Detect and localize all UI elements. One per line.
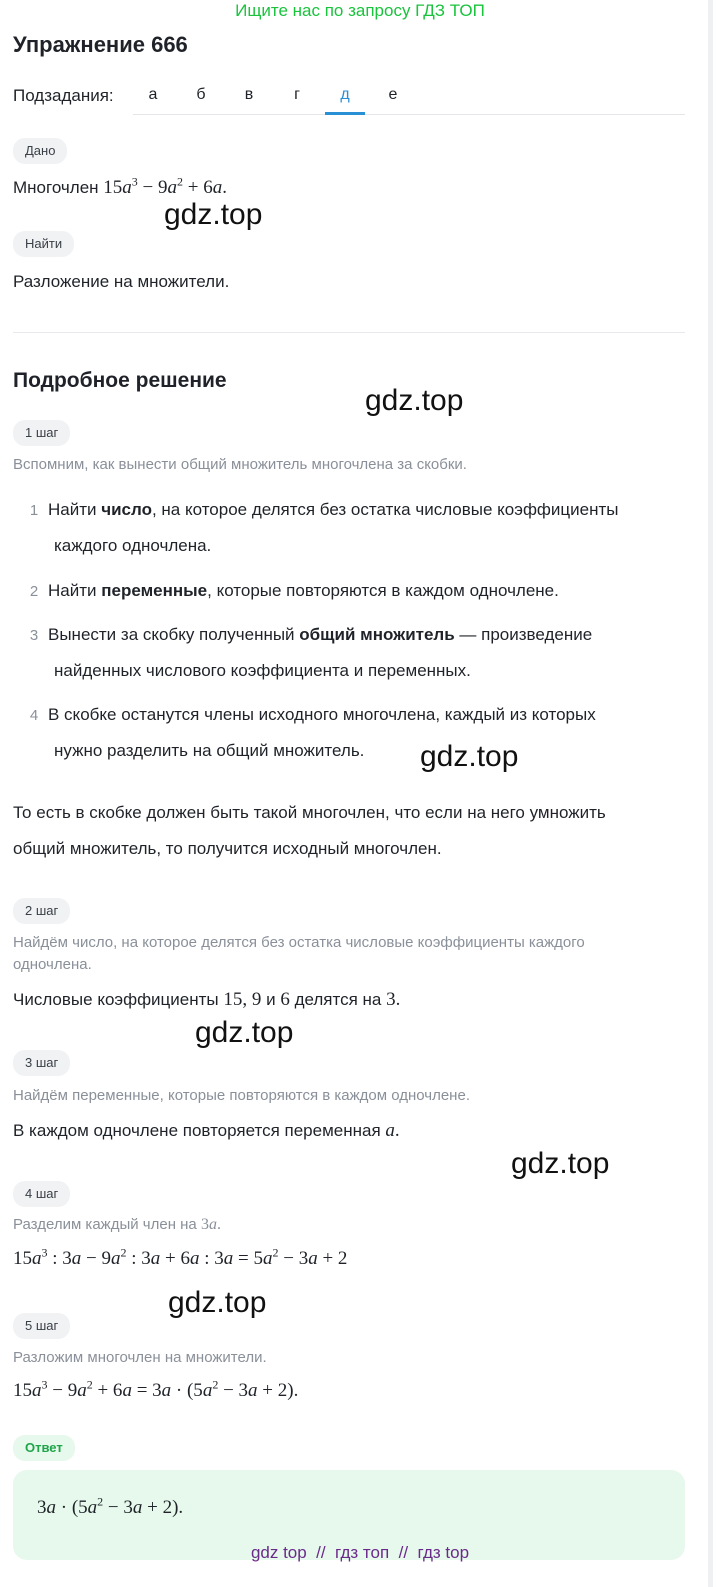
step-1-badge: 1 шаг [13,420,70,446]
divider [13,332,685,333]
item-text: Найти [48,500,102,519]
given-badge: Дано [13,138,67,164]
item-text: нужно разделить на общий множитель. [54,741,365,760]
step-2-hint-line1: Найдём число, на которое делятся без остатка числовые коэффициенты каждого [13,934,585,951]
step-5-badge: 5 шаг [13,1313,70,1339]
solution-title: Подробное решение [13,369,227,392]
step-2-text-pre: Числовые коэффициенты [13,990,219,1009]
item-text: — произведение [454,625,593,644]
divisor-3a: 3a. [200,1216,221,1233]
find-badge: Найти [13,231,74,257]
list-number: 4 [29,707,39,724]
coefficient-6: 6 [280,989,290,1010]
step-5-hint: Разложим многочлен на множители. [13,1349,267,1366]
answer-expression: $3a \cdot (5a^2 - 3a + 2)$. [37,1494,184,1518]
item-text: В скобке останутся члены исходного многочлена, каждый из которых [48,705,596,724]
tab-v[interactable]: в [244,86,254,103]
variable-a: a. [385,1120,400,1141]
item-text: каждого одночлена. [54,536,212,555]
step-4-equation: $15a^3$ : $3a - 9a^2$ : 3a + 6a : $3a = 5a^2 - 3a + 2$ [13,1245,348,1269]
step-4-hint-text: Разделим каждый член на [13,1216,197,1233]
item-text: найденных числового коэффициента и переменных. [54,661,471,680]
watermark: gdz.top [365,384,464,417]
step-2-text [13,982,400,1018]
tab-b[interactable]: б [196,86,206,103]
step-3-hint: Найдём переменные, которые повторяются в каждом одночлене. [13,1087,470,1104]
watermark: gdz.top [195,1016,294,1049]
tab-e[interactable]: е [388,86,398,103]
item-bold: общий множитель [299,625,455,644]
tab-a[interactable]: а [148,86,158,103]
promo-banner: Ищите нас по запросу ГДЗ ТОП [235,1,485,20]
answer-badge: Ответ [13,1435,75,1461]
given-prefix: Многочлен [13,178,99,197]
footer-links[interactable]: gdz top // гдз топ // гдз top [250,1543,470,1562]
coefficients: 15, 9 [223,989,262,1010]
item-text: , на которое делятся без остатка числовые коэффициенты [151,500,619,519]
step-1-summary-line1: То есть в скобке должен быть такой многочлен, что если на него умножить [13,803,606,822]
step-2-text-mid: и [266,990,276,1009]
step-1-hint: Вспомним, как вынести общий множитель многочлена за скобки. [13,456,467,473]
divisor-3: 3. [386,989,401,1010]
step-2-hint-line2: одночлена. [13,956,92,973]
step-3-text-body: В каждом одночлене повторяется переменная [13,1121,381,1140]
watermark: gdz.top [511,1147,610,1180]
step-3-badge: 3 шаг [13,1050,70,1076]
page-title: Упражнение 666 [13,32,188,57]
tab-g[interactable]: г [294,86,300,103]
item-text: Вынести за скобку полученный [48,625,300,644]
step-4-hint [13,1214,221,1236]
scrollbar[interactable] [708,0,713,1587]
subtasks-label: Подзадания: [13,86,114,105]
given-polynomial: $15a^3 - 9a^2 + 6a$. [103,174,227,198]
list-number: 1 [29,502,39,519]
watermark: gdz.top [164,198,263,231]
item-bold: переменные [101,581,208,600]
item-bold: число [101,500,152,519]
step-1-summary-line2: общий множитель, то получится исходный многочлен. [13,839,442,858]
watermark: gdz.top [420,740,519,773]
find-text: Разложение на множители. [13,272,230,291]
item-text: , которые повторяются в каждом одночлене. [207,581,559,600]
subtask-tabs [133,78,685,115]
step-2-text-post: делятся на [294,990,382,1009]
list-number: 3 [29,627,39,644]
watermark: gdz.top [168,1286,267,1319]
step-3-text [13,1113,400,1149]
step-4-badge: 4 шаг [13,1181,70,1207]
list-number: 2 [29,583,39,600]
step-5-equation: $15a^3 - 9a^2 + 6a = 3a \cdot (5a^2 - 3a + 2)$. [13,1377,299,1401]
step-2-badge: 2 шаг [13,898,70,924]
tab-d[interactable]: д [325,78,365,115]
item-text: Найти [48,581,102,600]
